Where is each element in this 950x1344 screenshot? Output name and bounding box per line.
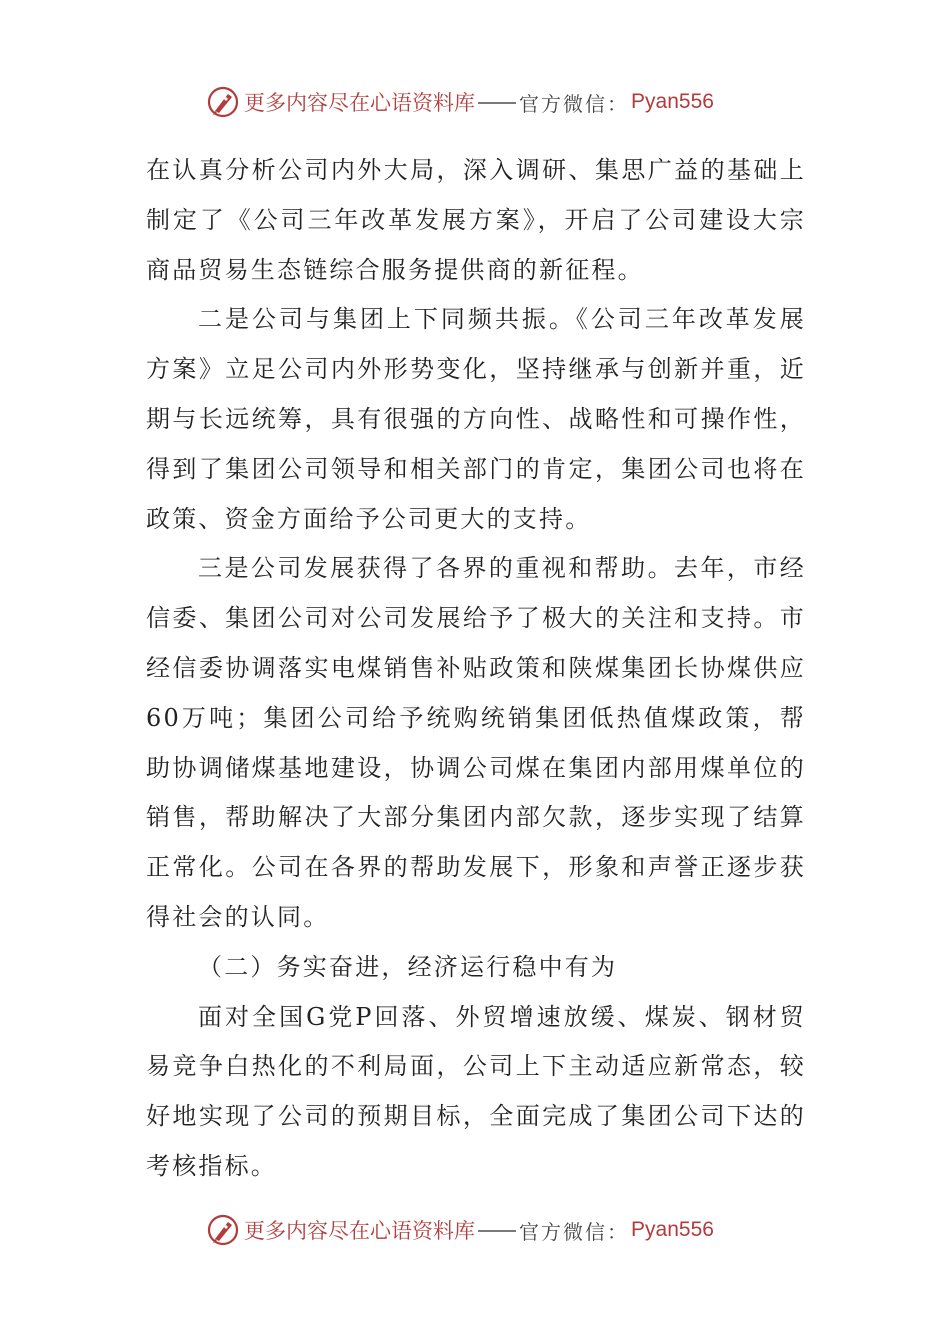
paragraph-1: 在认真分析公司内外大局，深入调研、集思广益的基础上制定了《公司三年改革发展方案》，开启了公司建设大宗商品贸易生态链综合服务提供商的新征程。 xyxy=(146,156,806,284)
official-label: 官方微信： xyxy=(519,1219,630,1244)
site-name: 更多内容尽在心语资料库 xyxy=(244,1219,476,1243)
site-name: 更多内容尽在心语资料库 xyxy=(244,91,476,115)
official-label: 官方微信： xyxy=(519,91,630,116)
section-heading: （二）务实奋进，经济运行稳中有为 xyxy=(198,952,618,981)
banner-dash xyxy=(478,1230,516,1232)
banner-dash xyxy=(478,102,516,104)
pen-nib-logo-icon xyxy=(206,85,240,119)
wechat-id: Pyan556 xyxy=(631,1218,714,1241)
pen-nib-logo-icon xyxy=(206,1213,240,1247)
footer-banner xyxy=(0,1208,950,1252)
document-body xyxy=(146,146,806,1192)
wechat-id: Pyan556 xyxy=(631,90,714,113)
paragraph-2: 二是公司与集团上下同频共振。《公司三年改革发展方案》立足公司内外形势变化，坚持继承与创新并重，近期与长远统筹，具有很强的方向性、战略性和可操作性，得到了集团公司领导和相关部门的肯定，集团公司也将在政策、资金方面给予公司更大的支持。 xyxy=(146,305,806,533)
paragraph-4: 面对全国G党P回落、外贸增速放缓、煤炭、钢材贸易竞争白热化的不利局面，公司上下主动适应新常态，较好地实现了公司的预期目标，全面完成了集团公司下达的考核指标。 xyxy=(146,1002,806,1180)
header-banner xyxy=(0,80,950,124)
paragraph-3: 三是公司发展获得了各界的重视和帮助。去年，市经信委、集团公司对公司发展给予了极大的关注和支持。市经信委协调落实电煤销售补贴政策和陕煤集团长协煤供应60万吨；集团公司给予统购统销集团低热值煤政策，帮助协调储煤基地建设，协调公司煤在集团内部用煤单位的销售，帮助解决了大部分集团内部欠款，逐步实现了结算正常化。公司在各界的帮助发展下，形象和声誉正逐步获得社会的认同。 xyxy=(146,554,806,931)
